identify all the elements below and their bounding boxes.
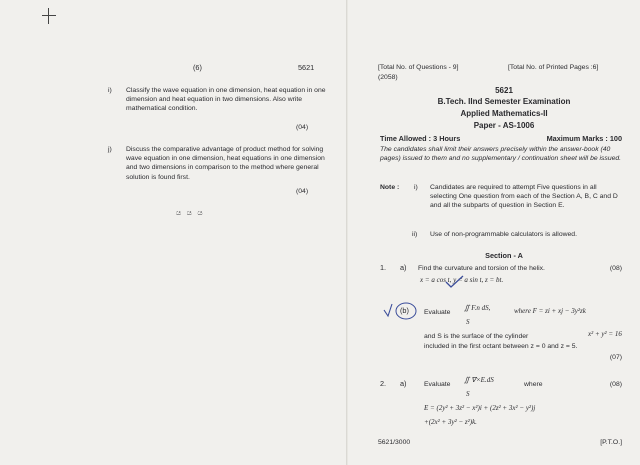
page-number: (6): [193, 63, 202, 72]
left-page: [92, 0, 332, 465]
question-j-marks: (04): [296, 188, 309, 195]
q2-number: 2.: [380, 379, 387, 388]
q1-number: 1.: [380, 263, 387, 272]
q1a-text: Find the curvature and torsion of the helix.: [418, 265, 545, 272]
page-fold: [346, 0, 348, 465]
q2a-where: where: [524, 381, 543, 388]
footer-code: 5621/3000: [378, 439, 411, 446]
max-marks: Maximum Marks : 100: [546, 134, 622, 143]
q2a-evaluate: Evaluate: [424, 381, 451, 388]
note-label: Note :: [380, 184, 400, 191]
total-pages: [Total No. of Printed Pages :6]: [508, 64, 599, 71]
q2a-label: a): [400, 379, 407, 388]
question-i-text: Classify the wave equation in one dimension, heat equation in one dimension and heat equation in two dimensions. Also write mathematical condition.: [126, 87, 326, 113]
q1b-surface-label: S: [466, 318, 470, 326]
q2a-equation-1: E = (2y² + 3z² − x²)i + (2z² + 3x² − y²)j: [424, 404, 536, 412]
q1a-label: a): [400, 263, 407, 272]
question-j-number: j): [108, 146, 112, 153]
exam-title: B.Tech. IInd Semester Examination: [437, 97, 571, 106]
q1b-label: (b): [400, 306, 409, 315]
question-i-marks: (04): [296, 124, 309, 131]
right-page: [378, 0, 630, 465]
note-ii-number: ii): [412, 231, 418, 238]
q1b-equation: x² + y² = 16: [588, 330, 622, 338]
q1b-marks: (07): [609, 354, 622, 361]
q1a-marks: (08): [609, 265, 622, 272]
paper-title: Paper - AS-1006: [473, 121, 535, 130]
note-i-text: Candidates are required to attempt Five questions in all selecting One question from each of the Section A, B, C and D and all the subparts of question in Section E.: [430, 184, 618, 210]
registration-mark: [42, 8, 56, 24]
total-questions: [Total No. of Questions - 9]: [378, 64, 459, 71]
footer-pto: [P.T.O.]: [600, 439, 622, 446]
q2a-surface-label: S: [466, 390, 470, 398]
subject-title: Applied Mathematics-II: [460, 109, 548, 118]
note-i-number: i): [414, 184, 418, 191]
q1b-text: and S is the surface of the cylinder: [424, 333, 529, 340]
end-marks: ය ය ය: [176, 210, 205, 217]
question-i-number: i): [108, 87, 112, 94]
instruction-text: The candidates shall limit their answers precisely within the answer-book (40 pages) issued to them and no supplementary / continuation sheet will be issued.: [380, 146, 622, 163]
code-paren: (2058): [378, 74, 398, 81]
q1a-equation: x = a cos t, y = a sin t, z = bt.: [420, 276, 504, 284]
check-mark-icon: [444, 274, 466, 290]
handwritten-circle-icon: [378, 298, 418, 324]
q1b-where: where F = zi + xj − 3y²zk: [514, 307, 586, 315]
time-allowed: Time Allowed : 3 Hours: [380, 134, 461, 143]
q1b-evaluate: Evaluate: [424, 309, 451, 316]
q1b-integral: ∬ F.n dS,: [464, 304, 491, 312]
paper-code: 5621: [495, 86, 513, 95]
page-code: 5621: [298, 63, 315, 72]
q2a-equation-2: +(2x² + 3y² − z²)k.: [424, 418, 477, 426]
question-j-text: Discuss the comparative advantage of product method for solving wave equation in one dimension, heat equations in one dimension and two dimensions in comparison to the method where general solution is found first.: [126, 146, 325, 181]
q2a-integral: ∬ ∇×E.dS: [464, 376, 494, 384]
note-ii-text: Use of non-programmable calculators is allowed.: [430, 231, 577, 238]
q1b-text-2: included in the first octant between z = 0 and z = 5.: [424, 343, 578, 350]
q2a-marks: (08): [609, 381, 622, 388]
section-heading: Section - A: [485, 251, 523, 260]
